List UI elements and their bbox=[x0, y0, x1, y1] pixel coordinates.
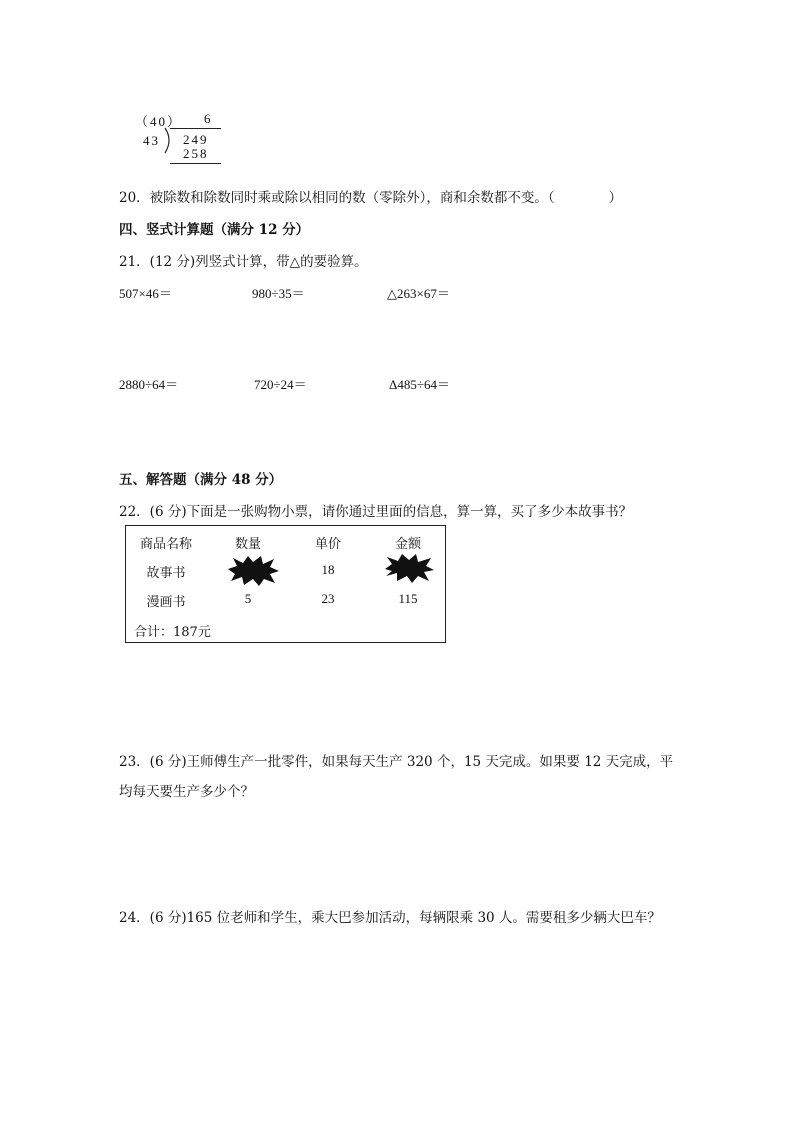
receipt-header-name: 商品名称 bbox=[139, 537, 192, 552]
receipt-row2-unit-price: 23 bbox=[321, 591, 335, 606]
receipt-row2-amount: 115 bbox=[398, 591, 418, 606]
question-21: 21．(12 分)列竖式计算，带△的要验算。 bbox=[119, 254, 368, 270]
product: 258 bbox=[183, 146, 209, 161]
receipt-header-unit-price: 单价 bbox=[314, 537, 341, 552]
section-4-title: 四、竖式计算题（满分 12 分） bbox=[119, 222, 310, 238]
shopping-receipt bbox=[125, 525, 446, 643]
receipt-row2-name: 漫画书 bbox=[146, 595, 186, 610]
receipt-row1-name: 故事书 bbox=[146, 566, 186, 581]
calc-item-4: 2880÷64＝ bbox=[119, 377, 179, 392]
ink-blot-icon bbox=[226, 555, 280, 587]
question-24: 24．(6 分)165 位老师和学生，乘大巴参加活动，每辆限乘 30 人。需要租多少辆大巴车？ bbox=[119, 910, 661, 926]
ink-blot-icon bbox=[382, 552, 436, 584]
question-20: 20．被除数和除数同时乘或除以相同的数（零除外），商和余数都不变。（ ） bbox=[119, 190, 623, 206]
remainder-note: （40） bbox=[135, 114, 183, 129]
question-22: 22．(6 分)下面是一张购物小票，请你通过里面的信息，算一算，买了多少本故事书？ bbox=[119, 504, 633, 520]
calc-item-2: 980÷35＝ bbox=[252, 286, 305, 301]
receipt-header-amount: 金额 bbox=[394, 537, 421, 552]
question-23-line-2: 均每天要生产多少个？ bbox=[119, 784, 254, 800]
dividend: 249 bbox=[183, 132, 209, 147]
receipt-header-quantity: 数量 bbox=[234, 537, 261, 552]
question-23-line-1: 23．(6 分)王师傅生产一批零件，如果每天生产 320 个，15 天完成。如果要 12 天完成，平 bbox=[119, 754, 674, 770]
receipt-total: 合计：187元 bbox=[134, 625, 211, 640]
calc-item-5: 720÷24＝ bbox=[254, 377, 307, 392]
subtraction-line bbox=[170, 163, 221, 164]
receipt-row1-unit-price: 18 bbox=[321, 562, 335, 577]
division-bracket bbox=[163, 127, 175, 155]
section-5-title: 五、解答题（满分 48 分） bbox=[119, 472, 283, 488]
divisor: 43 bbox=[143, 133, 160, 148]
division-bar bbox=[170, 128, 221, 129]
receipt-row2-quantity: 5 bbox=[244, 591, 252, 606]
calc-item-1: 507×46＝ bbox=[119, 286, 172, 301]
calc-item-6: Δ485÷64＝ bbox=[389, 377, 450, 392]
quotient: 6 bbox=[204, 111, 213, 126]
calc-item-3: △263×67＝ bbox=[387, 286, 450, 301]
